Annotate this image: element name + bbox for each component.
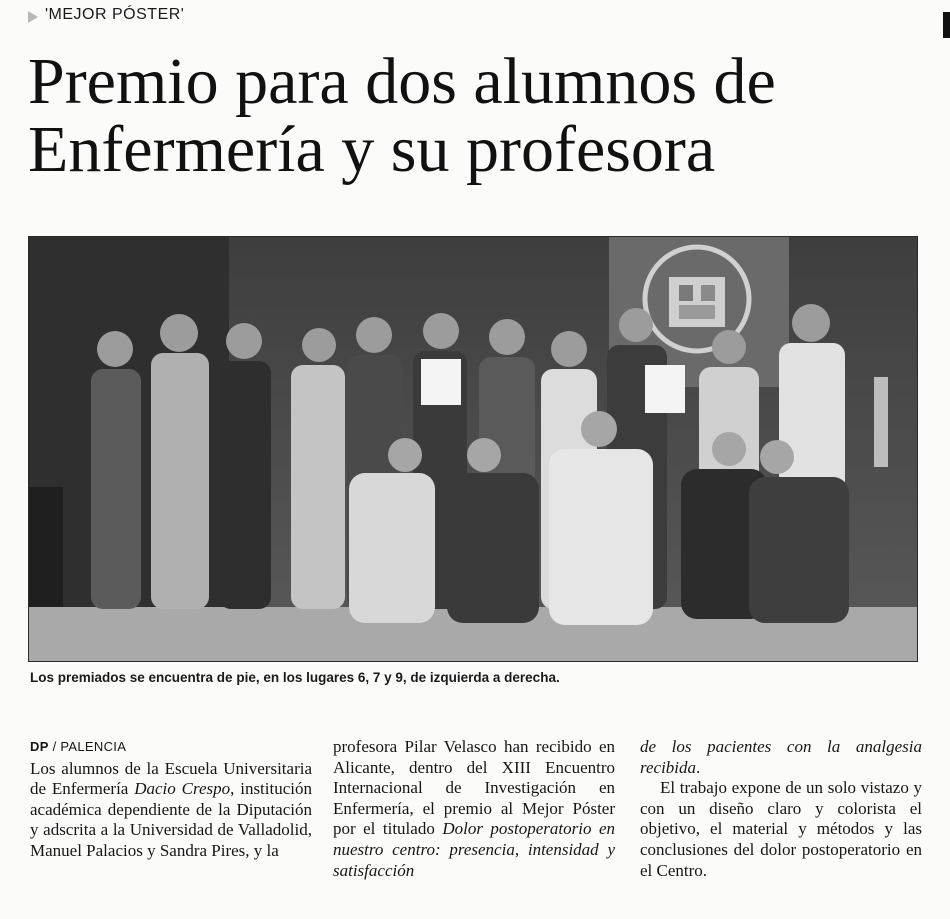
group-photo: [28, 236, 918, 662]
body-italic: de los pacientes con la analgesia recibida: [640, 737, 922, 777]
article-paragraph-1-end: [640, 737, 922, 778]
body-text: .: [696, 757, 701, 777]
article-paragraph-1: [30, 759, 312, 862]
body-italic: Dolor postoperatorio en nuestro centro: presencia, intensidad y satisfacción: [333, 819, 615, 880]
article-column-3: [640, 737, 922, 881]
section-kicker: 'MEJOR PÓSTER': [45, 6, 185, 23]
dateline-separator: /: [48, 739, 61, 754]
photo-caption: Los premiados se encuentra de pie, en los lugares 6, 7 y 9, de izquierda a derecha.: [30, 670, 560, 685]
body-text: profesora Pilar Velasco han recibido en Alicante, dentro del XIII Encuentro Internacional de Investigación en Enfermería, el premio al Mejor Póster por el titulado: [333, 737, 615, 839]
article-paragraph-1-cont: [333, 737, 615, 881]
article-paragraph-2: El trabajo expone de un solo vistazo y con un diseño claro y colorista el objetivo, el material y métodos y las conclusiones del dolor postoperatorio en el Centro.: [640, 778, 922, 880]
headline-line-1: Premio para dos alumnos de: [28, 45, 776, 118]
dateline: [30, 737, 312, 758]
article-column-2: [333, 737, 615, 881]
dateline-source: DP: [30, 739, 49, 754]
page-edge-mark: [943, 12, 950, 38]
body-text: , institución académica dependiente de la Diputación y adscrita a la Universidad de Valladolid, Manuel Palacios y Sandra Pires, y la: [30, 779, 312, 860]
headline-line-2: Enfermería y su profesora: [28, 113, 716, 186]
body-text: Los alumnos de la Escuela Universitaria de Enfermería: [30, 758, 312, 799]
headline: [28, 45, 928, 186]
body-italic: Dacio Crespo: [134, 779, 231, 799]
kicker-arrow-icon: [28, 11, 38, 23]
dateline-location: PALENCIA: [60, 739, 127, 754]
article-column-1: [30, 737, 312, 862]
